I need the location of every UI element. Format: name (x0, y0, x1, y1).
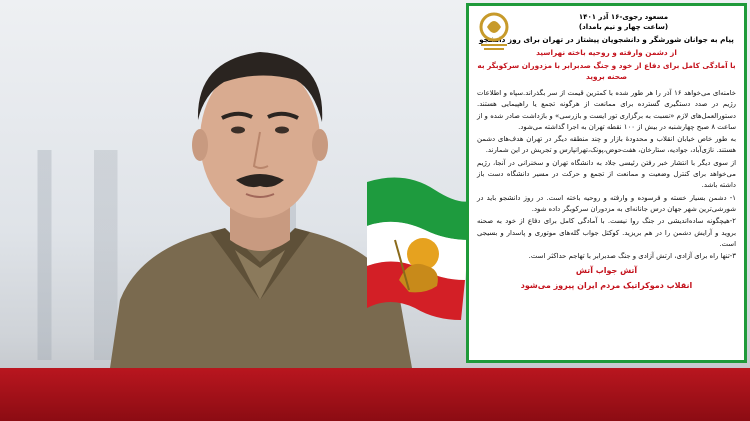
paragraph: ۳-تنها راه برای آزادی، ارتش آزادی و جنگ صدبرابر با تهاجم حداکثر است. (528, 252, 736, 261)
statement-document (466, 3, 747, 363)
footer-slogan-2: انقلاب دموکراتیک مردم ایران پیروز می‌شود (520, 281, 693, 291)
footer-slogan-1: آتش جواب آتش (575, 266, 638, 276)
organization-logo-icon (475, 11, 513, 53)
paragraph: ۲-هیچگونه ساده‌اندیشی در جنگ روا نیست. با آمادگی کامل برای دفاع از خود به صحنه بروید و آرایش دشمن را در هم بریزید. کوکتل جواب گله‌های موتوری و پاسدار و بسیجی است. (477, 217, 736, 248)
paragraph: به طور خاص خیابان انقلاب و محدودهٔ بازار و چند منطقه دیگر در تهران هدف‌های دشمن هستند. نازی‌آباد، جوادیه، ستارخان، هفت‌حوض،پونک،تهرانپارس و تجریش در این شمارند. (477, 135, 736, 155)
flag-lion-sun-emblem (365, 170, 475, 340)
author-date-line: مسعود رجوی-۱۶ آذر ۱۴۰۱ (578, 13, 669, 21)
document-title: پیام به جوانان شورشگر و دانشجویان پیشتاز در تهران برای روز دانشجو (479, 35, 734, 44)
bottom-red-band (0, 368, 750, 421)
paragraph: ۱- دشمن بسیار خسته و فرسوده و وارفته و روحیه باخته است. در روز دانشجو باید در شورشی‌ترین شهر جهان درس جانانه‌ای به مزدوران سرکوبگر داده شود. (477, 193, 736, 213)
document-subtitle-1: از دشمن وارفته و روحیه باخته نهراسید (536, 48, 677, 57)
paragraph: خامنه‌ای می‌خواهد ۱۶ آذر را هر طور شده با کمترین قیمت از سر بگذراند.سپاه و اطلاعات رژیم در صدد دستگیری گسترده برای ممانعت از هرگونه تجمع یا راهپیمایی هستند. دستورالعمل‌های لازم «نسبت به برگزاری تور ایست و بازرسی» و بازداشت صادر شده و از ساعت ۸ صبح چهارشنبه در بیش از ۱۰۰ نقطه تهران به اجرا گذاشته می‌شود. (477, 89, 736, 131)
paragraph: از سوی دیگر با انتشار خبر رفتن رئیسی جلاد به دانشگاه تهران و سخنرانی در آنجا، رژیم می‌خواهد برای کنترل وضعیت و ممانعت از تجمع و حرکت در مسیر دانشگاه دست باز داشته باشد. (477, 158, 736, 190)
document-subtitle-2: با آمادگی کامل برای دفاع از خود و جنگ صدبرابر با مزدوران سرکوبگر به صحنه بروید (477, 61, 736, 81)
document-body (477, 88, 736, 262)
time-line: (ساعت چهار و نیم بامداد) (578, 23, 669, 31)
